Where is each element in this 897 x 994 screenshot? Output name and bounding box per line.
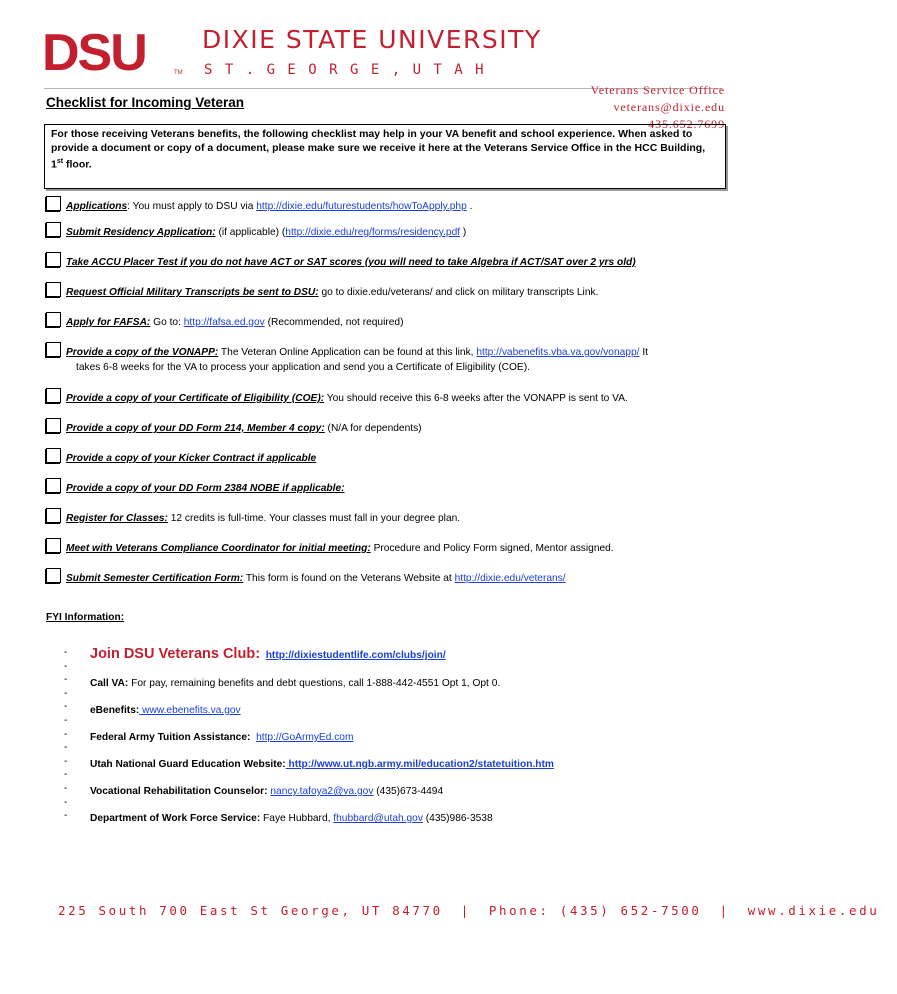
dws-email[interactable]: fhubbard@utah.gov [333, 813, 423, 824]
logo-location: S T . G E O R G E , U T A H [204, 62, 486, 78]
footer: 225 South 700 East St George, UT 84770 | Phone: (435) 652-7500 | www.dixie.edu [58, 903, 880, 918]
checkbox[interactable] [46, 222, 61, 237]
checkbox[interactable] [46, 282, 61, 297]
checkbox[interactable] [46, 448, 61, 463]
footer-web[interactable]: www.dixie.edu [747, 903, 880, 918]
intro-text: For those receiving Veterans benefits, the following checklist may help in your VA benefit and school experience. When asked to provide a document or copy of a document, please make sure we receive it here at the Veterans Service Office in the HCC Building, 1 [51, 128, 706, 171]
fyi-workforce: Department of Work Force Service: Faye Hubbard, fhubbard@utah.gov (435)986-3538 [90, 813, 493, 824]
link[interactable]: http://dixie.edu/veterans/ [454, 573, 566, 584]
office-name: Veterans Service Office [590, 83, 725, 97]
army-link[interactable]: http://GoArmyEd.com [256, 732, 354, 743]
checkbox[interactable] [46, 388, 61, 403]
fyi-club: Join DSU Veterans Club: http://dixiestudentlife.com/clubs/join/ [90, 646, 446, 662]
voc-email[interactable]: nancy.tafoya2@va.gov [270, 786, 374, 797]
fyi-ebenefits: eBenefits: www.ebenefits.va.gov [90, 705, 241, 716]
checkbox[interactable] [46, 508, 61, 523]
checkbox[interactable] [46, 252, 61, 267]
footer-phone: Phone: (435) 652-7500 [488, 903, 702, 918]
footer-address: 225 South 700 East St George, UT 84770 [58, 903, 443, 918]
guard-link[interactable]: http://www.ut.ngb.army.mil/education2/statetuition.htm [285, 759, 554, 770]
checkbox[interactable] [46, 418, 61, 433]
checkbox[interactable] [46, 568, 61, 583]
bullet-dashes: - - - - - - - - - - - - - [64, 647, 68, 822]
ebenefits-link[interactable]: www.ebenefits.va.gov [139, 705, 241, 716]
logo-mark: DSU [42, 24, 146, 82]
checkbox[interactable] [46, 196, 61, 211]
checkbox[interactable] [46, 478, 61, 493]
link[interactable]: http://fafsa.ed.gov [183, 317, 265, 328]
intro-box [44, 124, 726, 189]
club-link[interactable]: http://dixiestudentlife.com/clubs/join/ [265, 650, 446, 661]
link[interactable]: http://dixie.edu/futurestudents/howToApply.php [256, 201, 467, 212]
fyi-call-va: Call VA: For pay, remaining benefits and debt questions, call 1-888-442-4551 Opt 1, Opt 0. [90, 678, 501, 689]
page-title: Checklist for Incoming Veteran [46, 95, 245, 110]
intro-tail: floor. [63, 158, 92, 171]
checkbox[interactable] [46, 538, 61, 553]
checkbox[interactable] [46, 342, 61, 357]
office-email[interactable]: veterans@dixie.edu [613, 100, 725, 114]
dsu-logo [42, 22, 542, 82]
intro-superscript: st [56, 158, 64, 165]
link[interactable]: http://vabenefits.vba.va.gov/vonapp/ [476, 347, 640, 358]
fyi-vocational: Vocational Rehabilitation Counselor: nancy.tafoya2@va.gov (435)673-4494 [90, 786, 444, 797]
fyi-heading: FYI Information: [46, 612, 125, 623]
fyi-army-tuition: Federal Army Tuition Assistance: http://GoArmyEd.com [90, 732, 354, 743]
fyi-national-guard: Utah National Guard Education Website: http://www.ut.ngb.army.mil/education2/statetuition.htm [90, 759, 554, 770]
logo-trademark: TM [174, 70, 183, 76]
checkbox[interactable] [46, 312, 61, 327]
logo-university-name: DIXIE STATE UNIVERSITY [202, 25, 542, 54]
dsu-logo-graphic [42, 22, 542, 82]
link[interactable]: http://dixie.edu/reg/forms/residency.pdf [285, 227, 461, 238]
office-phone: 435.652.7699 [648, 117, 725, 131]
